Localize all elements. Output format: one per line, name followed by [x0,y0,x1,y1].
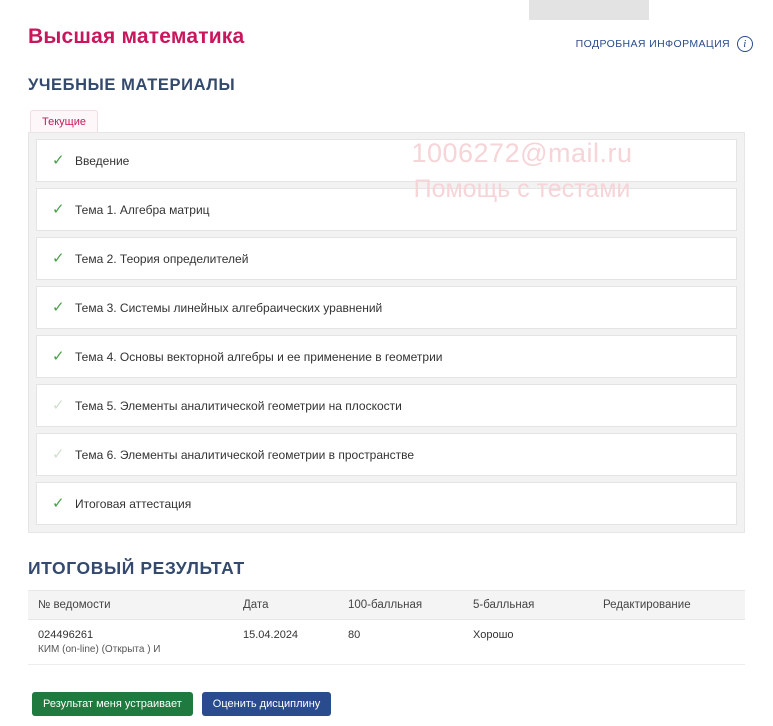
tab-current[interactable]: Текущие [30,110,98,135]
materials-section-title: УЧЕБНЫЕ МАТЕРИАЛЫ [28,76,236,94]
rate-course-button[interactable]: Оценить дисциплину [202,692,332,716]
statement-subtitle: КИМ (on-line) (Открыта ) И [38,644,161,655]
cell-score5: Хорошо [463,620,593,665]
accept-result-button[interactable]: Результат меня устраивает [32,692,193,716]
list-item[interactable] [36,237,737,280]
list-item-label: Введение [75,153,130,168]
cell-edit [593,620,745,665]
list-item-label: Итоговая аттестация [75,496,192,511]
list-item[interactable] [36,188,737,231]
check-icon: ✓ [52,250,65,267]
action-buttons [32,692,331,716]
watermark-line-1: 1006272@mail.ru [411,138,633,168]
check-icon: ✓ [52,446,65,463]
list-item[interactable] [36,433,737,476]
list-item[interactable] [36,139,737,182]
statement-number: 024496261 [38,629,94,641]
check-icon: ✓ [52,152,65,169]
page-title: Высшая математика [28,25,245,48]
cell-number [28,620,233,665]
result-section-title: ИТОГОВЫЙ РЕЗУЛЬТАТ [28,558,245,578]
list-item[interactable] [36,335,737,378]
table-header-row [28,591,745,620]
info-circle-icon: i [737,36,753,52]
check-icon: ✓ [52,201,65,218]
list-item-label: Тема 2. Теория определителей [75,251,249,266]
top-placeholder-box [529,0,649,20]
check-icon: ✓ [52,348,65,365]
materials-panel [28,132,745,533]
list-item-label: Тема 6. Элементы аналитической геометрии в пространстве [75,447,415,462]
column-header-edit: Редактирование [593,591,745,620]
column-header-score5: 5-балльная [463,591,593,620]
column-header-number: № ведомости [28,591,233,620]
detailed-info-link[interactable] [576,36,753,52]
result-table [28,590,745,665]
detailed-info-label: ПОДРОБНАЯ ИНФОРМАЦИЯ [575,38,730,50]
check-icon: ✓ [52,397,65,414]
list-item-label: Тема 4. Основы векторной алгебры и ее применение в геометрии [75,349,443,364]
list-item-label: Тема 3. Системы линейных алгебраических уравнений [75,300,383,315]
list-item-label: Тема 1. Алгебра матриц [75,202,210,217]
list-item[interactable] [36,482,737,525]
watermark-line-2: Помощь с тестами [413,175,631,203]
cell-score100: 80 [338,620,463,665]
list-item[interactable] [36,286,737,329]
check-icon: ✓ [52,495,65,512]
table-row [28,620,745,665]
check-icon: ✓ [52,299,65,316]
list-item-label: Тема 5. Элементы аналитической геометрии на плоскости [75,398,402,413]
list-item[interactable] [36,384,737,427]
column-header-date: Дата [233,591,338,620]
column-header-score100: 100-балльная [338,591,463,620]
cell-date: 15.04.2024 [233,620,338,665]
